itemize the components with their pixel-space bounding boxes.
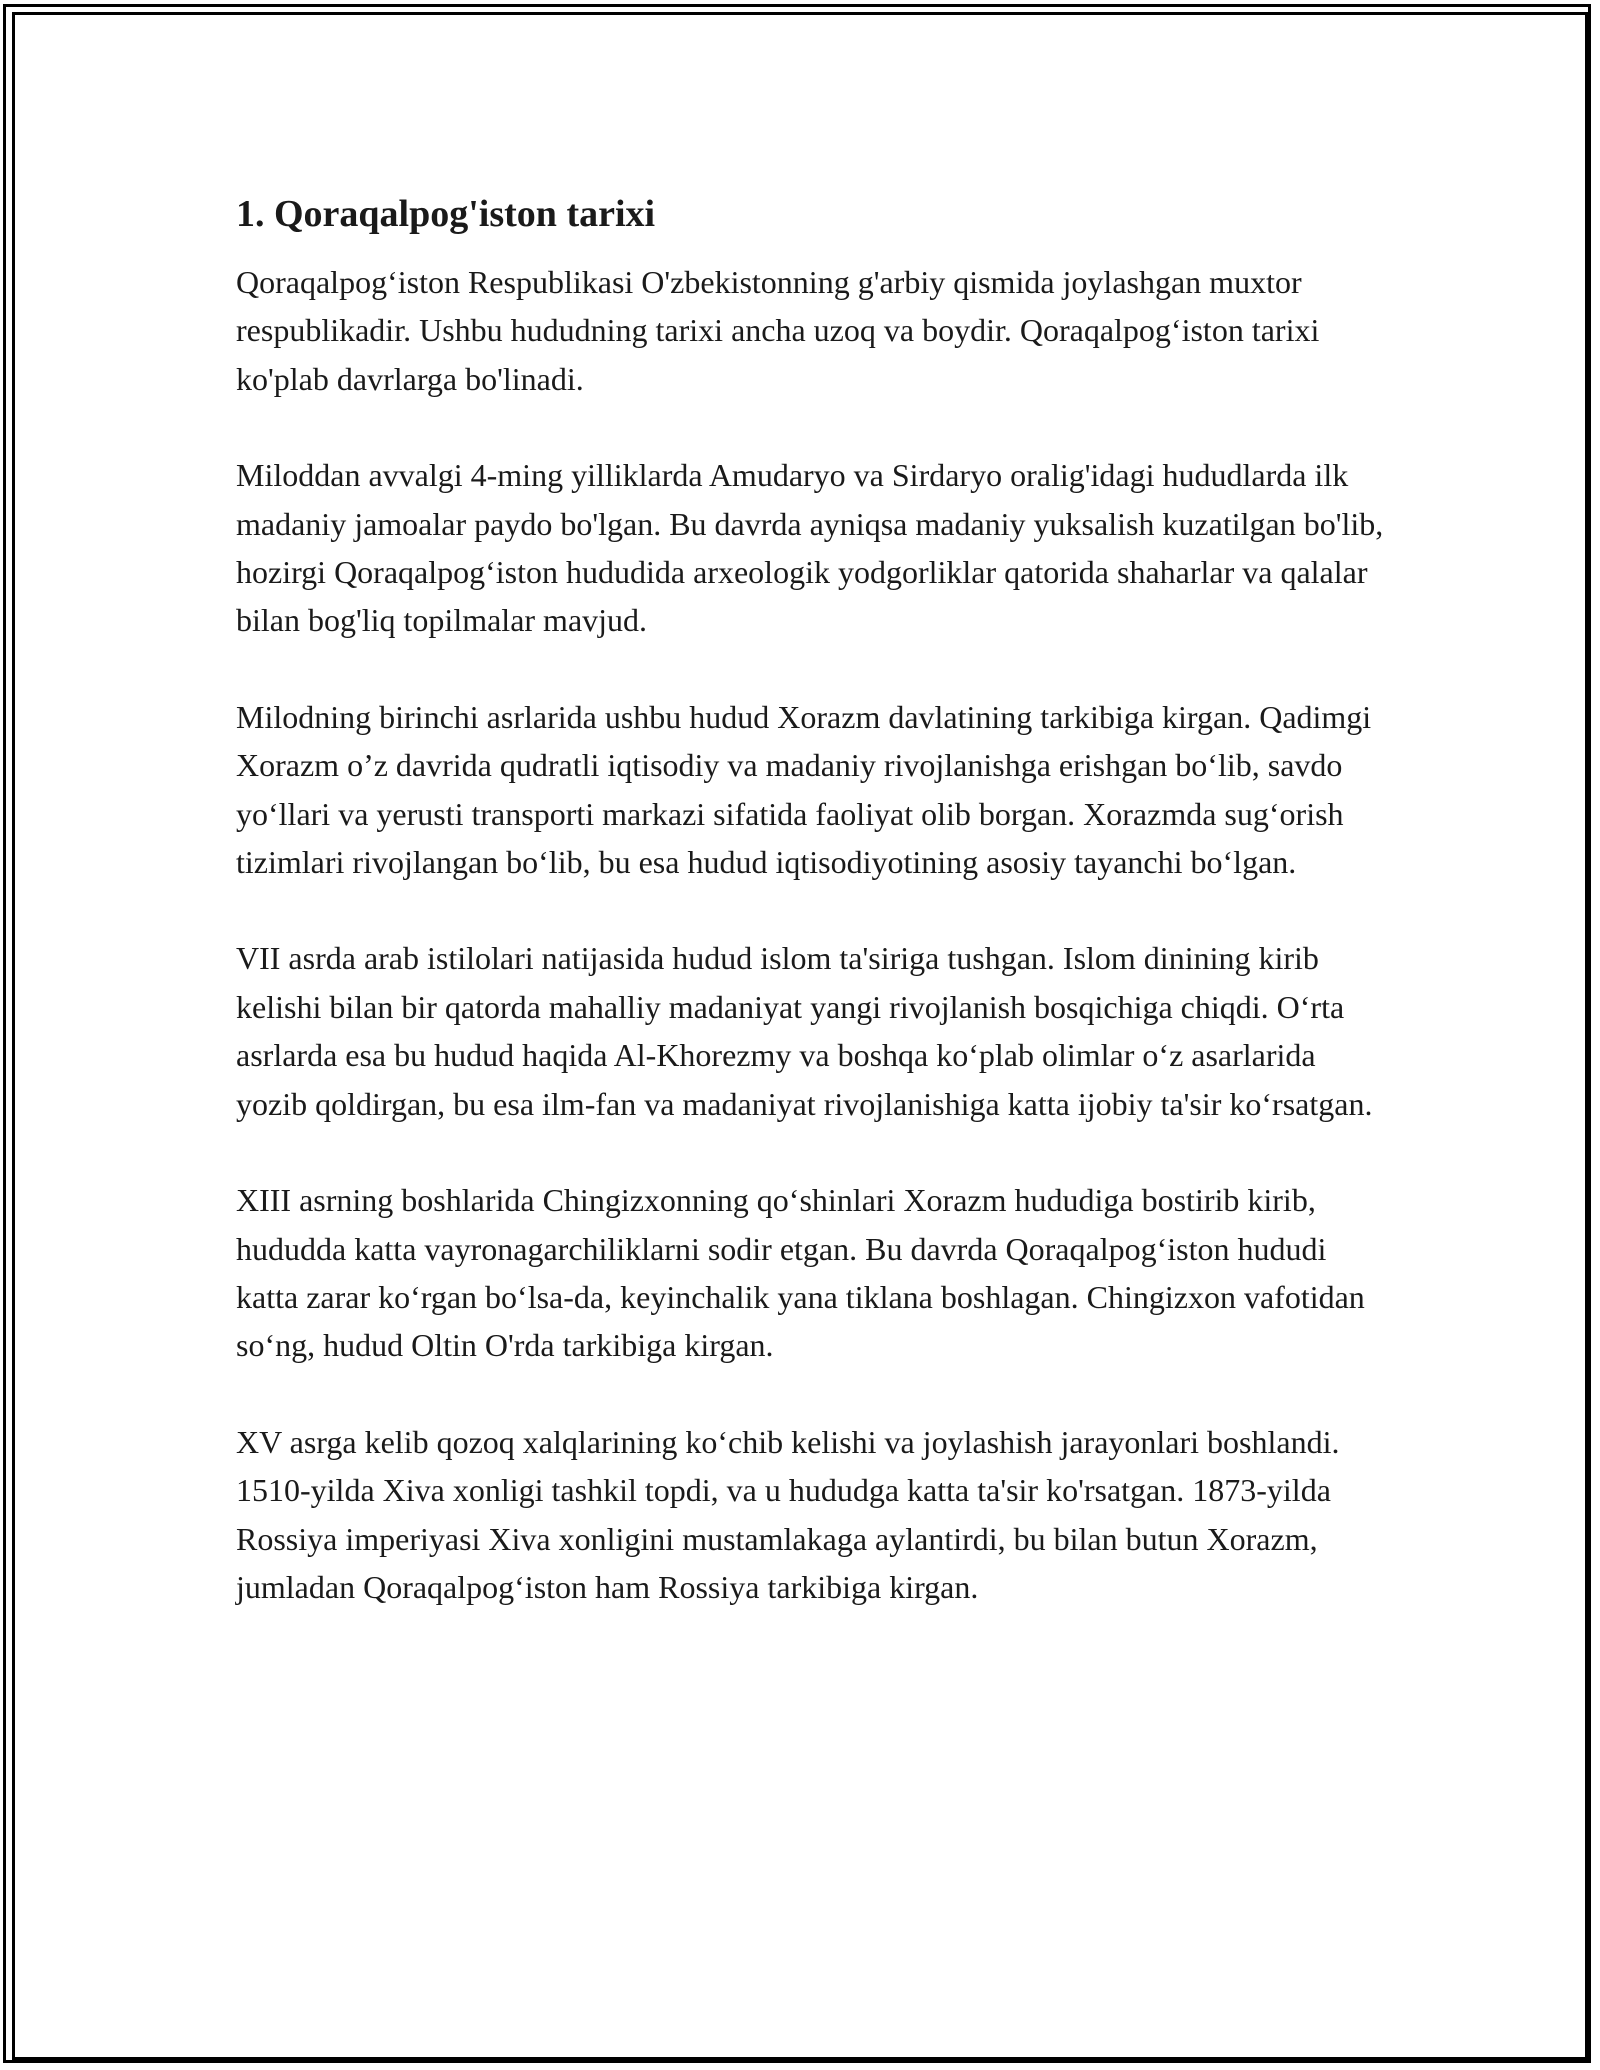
- paragraph-khiva: XV asrga kelib qozoq xalqlarining ko‘chib kelishi va joylashish jarayonlari boshlandi. 1510-yilda Xiva xonligi tashkil topdi, va u hududga katta ta'sir ko'rsatgan. 1873-yilda Rossiya imperiyasi Xiva xonligini mustamlakaga aylantirdi, bu bilan butun Xorazm, jumladan Qoraqalpog‘iston ham Rossiya tarkibiga kirgan.: [236, 1423, 1340, 1605]
- document-body: [236, 186, 1386, 1611]
- paragraph-ancient: Miloddan avvalgi 4-ming yilliklarda Amudaryo va Sirdaryo oralig'idagi hududlarda ilk madaniy jamoalar paydo bo'lgan. Bu davrda ayniqsa madaniy yuksalish kuzatilgan bo'lib, hozirgi Qoraqalpog‘iston hududida arxeologik yodgorliklar qatorida shaharlar va qalalar bilan bog'liq topilmalar mavjud.: [236, 457, 1384, 639]
- paragraph-mongol: XIII asrning boshlarida Chingizxonning qo‘shinlari Xorazm hududiga bostirib kirib, hududda katta vayronagarchiliklarni sodir etgan. Bu davrda Qoraqalpog‘iston hududi katta zarar ko‘rgan bo‘lsa-da, keyinchalik yana tiklana boshlagan. Chingizxon vafotidan so‘ng, hudud Oltin O'rda tarkibiga kirgan.: [236, 1182, 1365, 1364]
- paragraph-intro: Qoraqalpog‘iston Respublikasi O'zbekistonning g'arbiy qismida joylashgan muxtor respublikadir. Ushbu hududning tarixi ancha uzoq va boydir. Qoraqalpog‘iston tarixi ko'plab davrlarga bo'linadi.: [236, 264, 1320, 397]
- document-title: 1. Qoraqalpog'iston tarixi: [236, 193, 656, 235]
- paragraph-arab: VII asrda arab istilolari natijasida hudud islom ta'siriga tushgan. Islom dinining kirib kelishi bilan bir qatorda mahalliy madaniyat yangi rivojlanish bosqichiga chiqdi. O‘rta asrlarda esa bu hudud haqida Al-Khorezmy va boshqa ko‘plab olimlar o‘z asarlarida yozib qoldirgan, bu esa ilm-fan va madaniyat rivojlanishiga katta ijobiy ta'sir ko‘rsatgan.: [236, 940, 1373, 1122]
- paragraph-khorezm: Milodning birinchi asrlarida ushbu hudud Xorazm davlatining tarkibiga kirgan. Qadimgi Xorazm o’z davrida qudratli iqtisodiy va madaniy rivojlanishga erishgan bo‘lib, savdo yo‘llari va yerusti transporti markazi sifatida faoliyat olib borgan. Xorazmda sug‘orish tizimlari rivojlangan bo‘lib, bu esa hudud iqtisodiyotining asosiy tayanchi bo‘lgan.: [236, 698, 1372, 881]
